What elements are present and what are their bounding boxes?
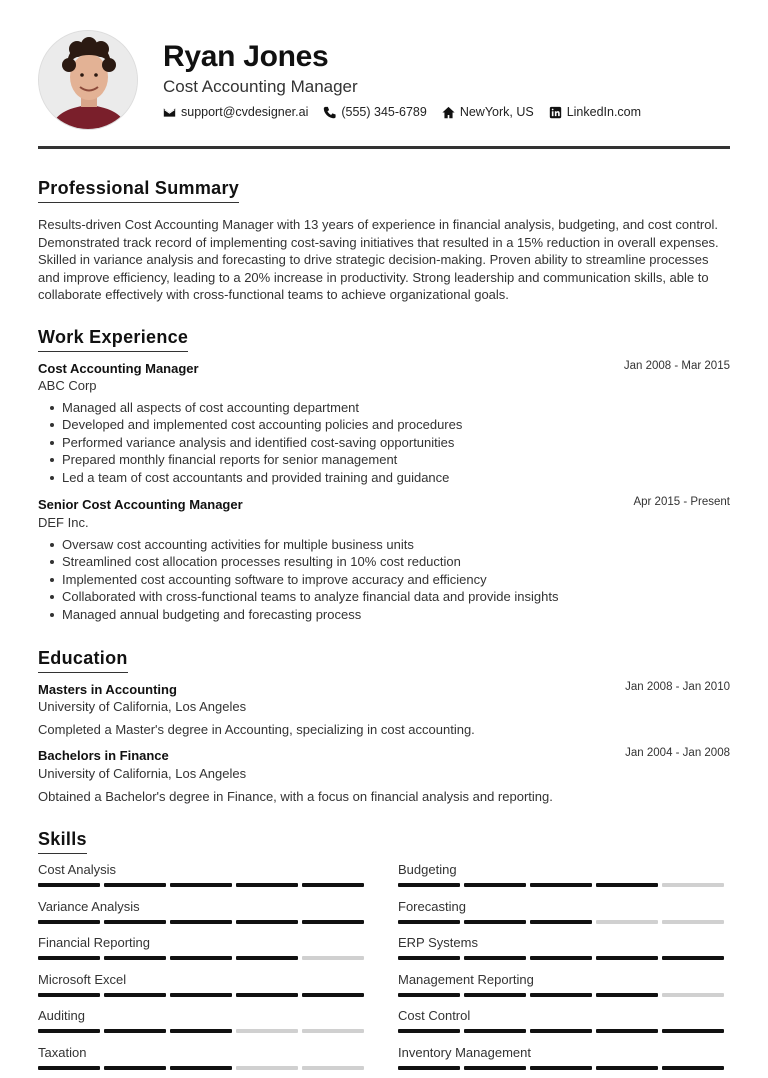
list-item: Managed all aspects of cost accounting department [48,399,708,416]
skill-level-segment [104,920,166,924]
skill-level-segment [302,956,364,960]
skill-level-segment [464,993,526,997]
school-name: University of California, Los Angeles [38,766,247,781]
skill-level-bar [398,883,728,887]
skill-level-segment [662,920,724,924]
work-heading: Work Experience [38,327,188,352]
skill-level-segment [662,1066,724,1070]
job-dates: Jan 2008 - Mar 2015 [623,360,730,372]
skill-level-bar [398,993,728,997]
skill-level-bar [398,920,728,924]
list-item: Managed annual budgeting and forecasting process [48,606,708,623]
skill-item [38,1008,368,1033]
school-name: University of California, Los Angeles [38,699,247,714]
degree-description: Obtained a Bachelor's degree in Finance, with a focus on financial analysis and reporting. [38,789,553,804]
skill-name: Financial Reporting [38,935,151,951]
skill-item [398,1045,728,1070]
contact-location [442,105,534,119]
skill-level-segment [398,920,460,924]
skill-level-segment [398,956,460,960]
contact-info [163,105,656,119]
skill-level-segment [596,1029,658,1033]
skill-level-bar [38,920,368,924]
job-title: Cost Accounting Manager [38,361,199,376]
list-item: Oversaw cost accounting activities for multiple business units [48,536,708,553]
skill-level-segment [596,1066,658,1070]
skill-level-segment [302,883,364,887]
contact-location-text: NewYork, US [459,105,534,119]
skill-level-segment [104,1066,166,1070]
list-item: Led a team of cost accountants and provided training and guidance [48,469,708,486]
skills-heading: Skills [38,829,87,854]
skill-level-bar [38,883,368,887]
skill-level-segment [170,956,232,960]
skill-level-segment [662,993,724,997]
skill-level-segment [236,1029,298,1033]
skill-level-segment [596,920,658,924]
skill-item [38,1045,368,1070]
skill-item [398,935,728,960]
contact-email[interactable] [163,105,308,119]
home-icon [442,106,455,119]
skill-level-segment [530,1066,592,1070]
header-divider [38,146,730,149]
contact-linkedin[interactable] [549,105,641,119]
skill-level-segment [236,920,298,924]
skill-level-segment [464,956,526,960]
skill-level-segment [596,993,658,997]
skill-level-bar [38,1029,368,1033]
education-heading: Education [38,648,128,673]
job-title: Senior Cost Accounting Manager [38,497,243,512]
contact-phone-text: (555) 345-6789 [341,105,427,119]
skill-level-segment [38,1029,100,1033]
job-dates: Apr 2015 - Present [633,496,730,508]
skill-level-segment [464,1029,526,1033]
list-item: Prepared monthly financial reports for senior management [48,451,708,468]
skill-level-segment [464,883,526,887]
skill-name: Cost Analysis [38,862,117,877]
skill-item [38,972,368,997]
skill-item [38,935,368,960]
skill-name: Taxation [38,1045,87,1060]
skill-level-segment [170,920,232,924]
job-company: ABC Corp [38,378,97,393]
skill-level-segment [530,920,592,924]
candidate-name: Ryan Jones [163,40,329,73]
skill-level-segment [662,883,724,887]
skill-level-segment [104,883,166,887]
skill-level-segment [38,956,100,960]
list-item: Implemented cost accounting software to improve accuracy and efficiency [48,571,708,588]
contact-phone[interactable] [323,105,426,119]
job-company: DEF Inc. [38,515,89,530]
skill-name: Budgeting [398,862,457,877]
degree-title: Bachelors in Finance [38,748,169,763]
skill-level-segment [38,1066,100,1070]
skill-level-segment [464,920,526,924]
skill-level-segment [596,883,658,887]
skill-level-segment [662,1029,724,1033]
contact-email-text: support@cvdesigner.ai [181,105,309,119]
skill-level-segment [236,883,298,887]
resume-header [38,30,730,130]
skill-level-segment [398,1029,460,1033]
skill-level-segment [464,1066,526,1070]
skill-name: Inventory Management [398,1045,531,1060]
skill-item [398,862,728,887]
linkedin-icon [549,106,562,119]
skill-level-segment [530,883,592,887]
list-item: Performed variance analysis and identified cost-saving opportunities [48,434,708,451]
skill-level-bar [38,1066,368,1070]
skill-level-segment [302,993,364,997]
skill-name: Microsoft Excel [38,971,127,987]
skill-name: Forecasting [398,898,466,914]
skill-name: Management Reporting [398,971,534,987]
skill-level-segment [170,883,232,887]
skill-level-segment [170,1066,232,1070]
skill-level-segment [302,1066,364,1070]
skill-level-segment [236,956,298,960]
skill-level-segment [530,956,592,960]
degree-dates: Jan 2004 - Jan 2008 [625,747,730,759]
skill-level-segment [104,1029,166,1033]
skill-level-segment [170,1029,232,1033]
envelope-icon [163,106,176,119]
skill-level-bar [38,993,368,997]
skill-level-segment [302,1029,364,1033]
skill-level-segment [236,1066,298,1070]
skill-name: Cost Control [398,1008,471,1024]
skill-level-segment [530,993,592,997]
skill-item [38,899,368,924]
skill-name: Auditing [38,1008,85,1024]
skill-level-segment [104,993,166,997]
skill-level-segment [104,956,166,960]
skill-level-segment [170,993,232,997]
list-item: Collaborated with cross-functional teams to analyze financial data and provide insights [48,588,708,605]
summary-heading: Professional Summary [38,178,239,203]
skill-level-segment [236,993,298,997]
skill-name: ERP Systems [398,935,478,951]
skill-level-segment [596,956,658,960]
degree-dates: Jan 2008 - Jan 2010 [625,681,730,693]
skill-level-segment [302,920,364,924]
skill-level-segment [662,956,724,960]
person-portrait-icon [39,31,138,130]
phone-icon [323,106,336,119]
skill-level-segment [530,1029,592,1033]
skill-item [398,899,728,924]
skill-item [398,972,728,997]
contact-linkedin-text: LinkedIn.com [566,105,642,119]
skill-name: Variance Analysis [38,898,140,914]
skill-level-segment [38,920,100,924]
skill-level-segment [398,993,460,997]
skill-level-bar [398,956,728,960]
skill-level-bar [398,1066,728,1070]
list-item: Streamlined cost allocation processes resulting in 10% cost reduction [48,553,708,570]
skill-level-bar [38,956,368,960]
skill-item [38,862,368,887]
skill-level-segment [38,883,100,887]
skill-level-bar [398,1029,728,1033]
skill-level-segment [398,883,460,887]
job-bullets [48,399,708,486]
job-bullets [48,536,708,623]
degree-description: Completed a Master's degree in Accounting, specializing in cost accounting. [38,722,475,737]
degree-title: Masters in Accounting [38,682,177,697]
list-item: Developed and implemented cost accounting policies and procedures [48,416,708,433]
skill-level-segment [38,993,100,997]
candidate-title: Cost Accounting Manager [163,77,358,96]
skill-item [398,1008,728,1033]
summary-text: Results-driven Cost Accounting Manager with 13 years of experience in financial analysis, budgeting, and cost control. Demonstrated track record of implementing cost-saving initiatives that resulted in a 15% reduction in overall expenses. Skilled in variance analysis and forecasting to drive strategic decision-making. Proven ability to streamline processes and improve efficiency, leading to a 20% increase in productivity. Strong leadership and communication skills, able to collaborate effectively with cross-functional teams to achieve organizational goals. [38,217,719,302]
profile-photo [38,30,138,130]
skill-level-segment [398,1066,460,1070]
